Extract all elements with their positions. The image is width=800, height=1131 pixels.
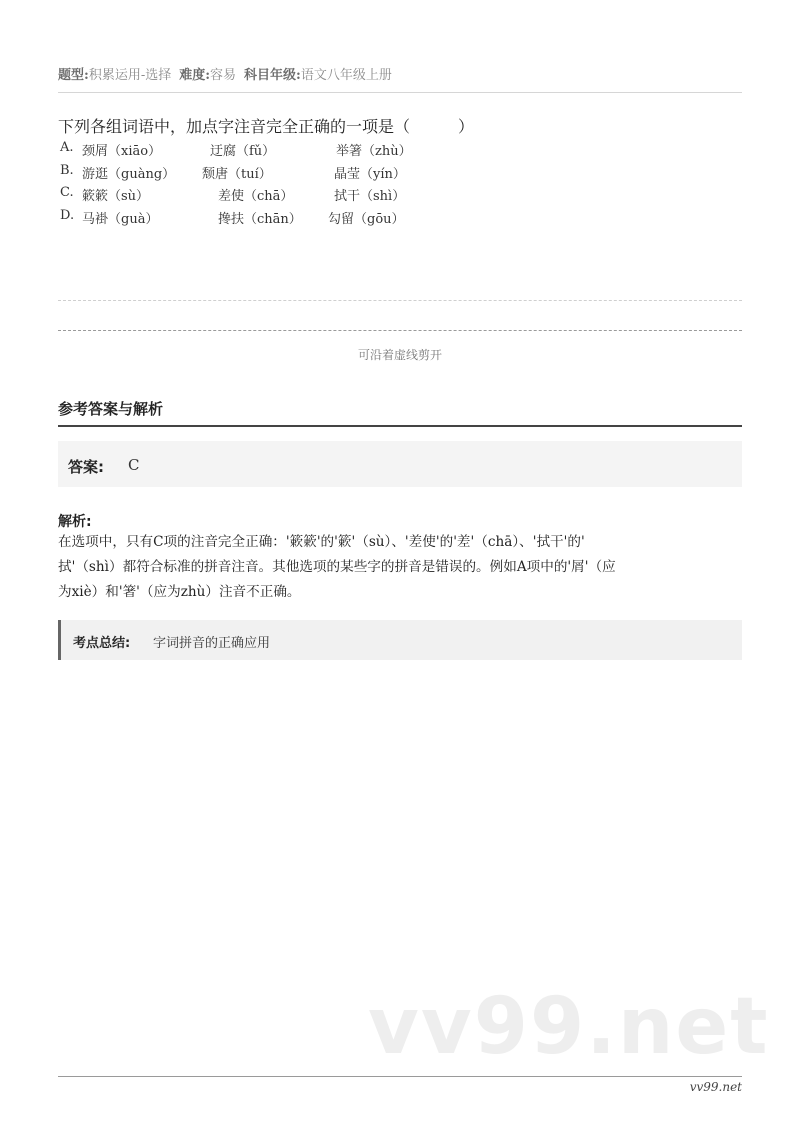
dashed-divider-light	[58, 300, 742, 301]
option-word: 差使（chā）	[218, 189, 294, 204]
option-word: 举箸（zhù）	[336, 144, 412, 159]
top-divider	[58, 92, 742, 93]
watermark: vv99.net	[368, 982, 770, 1072]
key-point-label: 考点总结:	[73, 636, 131, 651]
question-stem: 下列各组词语中，加点字注音完全正确的一项是（ ）	[58, 117, 475, 136]
grade-label: 科目年级:	[244, 68, 301, 83]
analysis-line: 拭'（shì）都符合标准的拼音注音。其他选项的某些字的拼音是错误的。例如A项中的'屑'（应	[58, 559, 616, 575]
option-word: 勾留（gōu）	[328, 211, 405, 227]
option-word: 拭干（shì）	[334, 189, 406, 204]
option-word: 簌簌（sù）	[82, 189, 150, 204]
answer-value: C	[128, 456, 140, 474]
type-label: 题型:	[58, 68, 89, 83]
question-meta	[58, 64, 742, 83]
difficulty-label: 难度:	[179, 68, 211, 83]
grade-value: 语文八年级上册	[300, 68, 392, 83]
key-point-value: 字词拼音的正确应用	[153, 636, 271, 651]
difficulty-value: 容易	[210, 68, 237, 83]
option-word: 晶莹（yín）	[334, 166, 406, 182]
option-c	[60, 185, 480, 208]
option-word: 颓唐（tuí）	[202, 166, 272, 182]
cut-line	[58, 330, 742, 331]
option-label: C.	[60, 185, 74, 200]
footer-site: vv99.net	[689, 1080, 742, 1094]
option-b	[60, 163, 480, 186]
answer-label: 答案:	[68, 458, 104, 476]
option-label: A.	[60, 140, 74, 155]
option-label: D.	[60, 207, 75, 223]
analysis-line: 为xiè）和'箸'（应为zhù）注音不正确。	[58, 584, 301, 600]
option-word: 搀扶（chān）	[218, 211, 302, 227]
option-label: B.	[60, 162, 74, 178]
option-d	[60, 208, 480, 231]
section-divider	[58, 425, 742, 427]
type-value: 积累运用-选择	[88, 68, 172, 83]
answer-box	[58, 441, 742, 487]
option-word: 迂腐（fǔ）	[210, 144, 276, 159]
option-word: 颈屑（xiāo）	[82, 144, 162, 159]
option-a	[60, 140, 480, 163]
analysis-text	[58, 530, 748, 605]
analysis-line: 在选项中，只有C项的注音完全正确：'簌簌'的'簌'（sù）、'差使'的'差'（chā）、'拭干'的'	[58, 534, 585, 550]
analysis-label: 解析:	[58, 514, 92, 530]
key-point-box	[58, 620, 742, 660]
cut-note: 可沿着虚线剪开	[357, 348, 442, 362]
option-word: 马褂（guà）	[82, 211, 159, 227]
footer-divider	[58, 1076, 742, 1077]
section-title: 参考答案与解析	[58, 400, 164, 418]
option-word: 游逛（guàng）	[82, 166, 176, 182]
option-list	[60, 140, 480, 230]
